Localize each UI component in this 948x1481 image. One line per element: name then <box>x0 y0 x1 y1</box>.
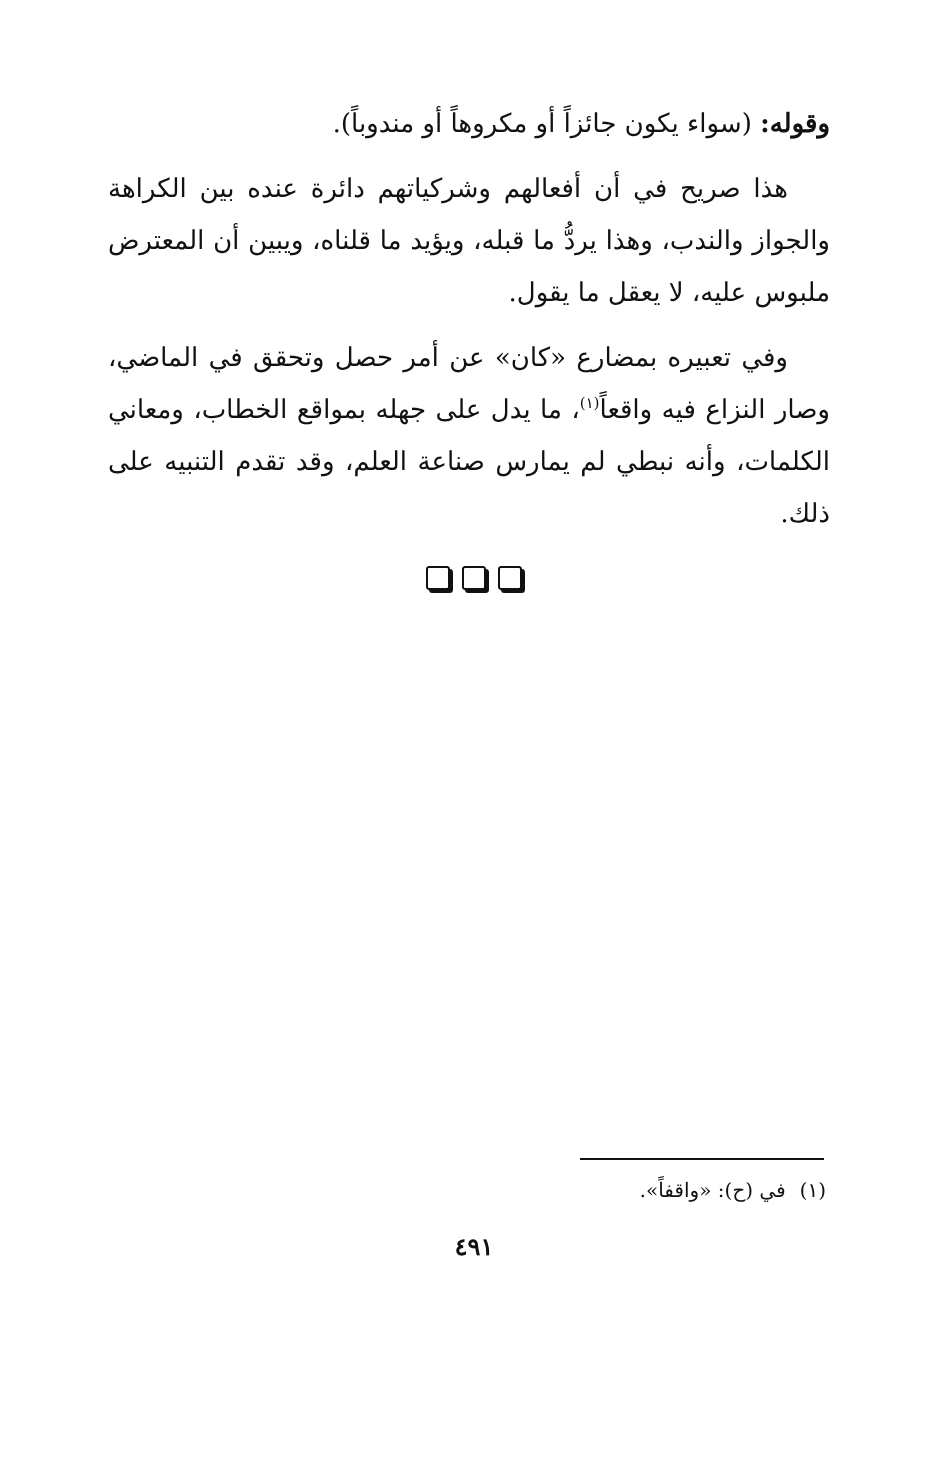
quote-lead: وقوله: <box>760 109 830 139</box>
paragraph-2-text: هذا صريح في أن أفعالهم وشركياتهم دائرة عنده بين الكراهة والجواز والندب، وهذا يردُّ ما قبله، ويؤيد ما قلناه، ويبين أن المعترض ملبوس عليه، لا يعقل ما يقول. <box>108 174 830 308</box>
main-text <box>108 98 830 553</box>
footnote-separator <box>580 1158 824 1160</box>
footnote-marker[interactable]: (١) <box>579 394 600 412</box>
square-ornament-icon <box>462 566 486 590</box>
paragraph-3-text-before: وفي تعبيره بمضارع «كان» عن أمر حصل وتحقق في الماضي، وصار النزاع فيه واقعاً <box>108 343 830 425</box>
footnote-text: في (ح): «واقفاً». <box>639 1178 786 1202</box>
page-number: ٤٩١ <box>454 1232 494 1261</box>
paragraph-3-text-after: ، ما يدل على جهله بمواقع الخطاب، ومعاني الكلمات، وأنه نبطي لم يمارس صناعة العلم، وقد تقدم التنبيه على ذلك. <box>108 395 830 529</box>
square-ornament-icon <box>498 566 522 590</box>
paragraph-1 <box>108 98 830 150</box>
quote-text: (سواء يكون جائزاً أو مكروهاً أو مندوباً). <box>332 109 761 139</box>
footnote <box>400 1170 826 1210</box>
paragraph-2 <box>108 163 830 319</box>
footnote-number: (١) <box>799 1178 826 1202</box>
paragraph-3 <box>108 332 830 540</box>
section-divider-ornament <box>0 566 948 590</box>
square-ornament-icon <box>426 566 450 590</box>
